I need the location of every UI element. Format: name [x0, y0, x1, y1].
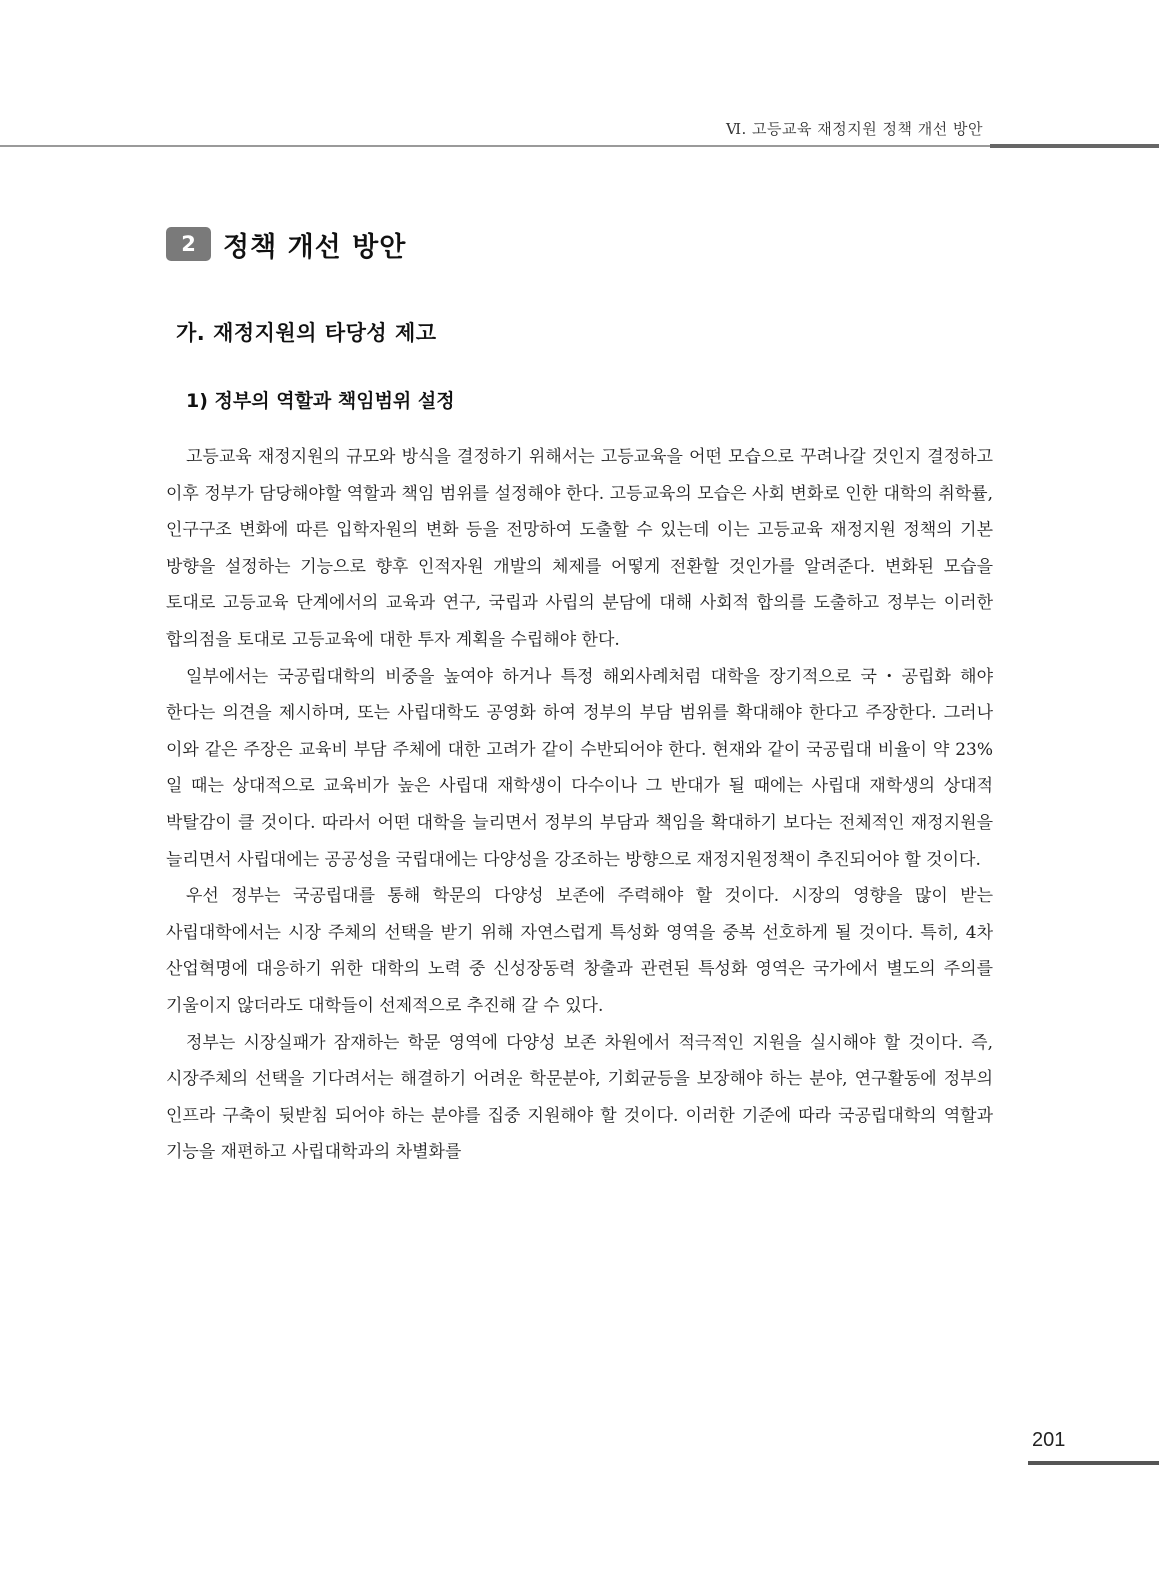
section-title: 정책 개선 방안 — [223, 231, 407, 263]
page-number: 201 — [1032, 1429, 1066, 1451]
running-header: Ⅵ. 고등교육 재정지원 정책 개선 방안 — [725, 120, 983, 138]
paragraph: 정부는 시장실패가 잠재하는 학문 영역에 다양성 보존 차원에서 적극적인 지원을 실시해야 할 것이다. 즉, 시장주체의 선택을 기다려서는 해결하기 어려운 학문분야, 기회균등을 보장해야 하는 분야, 연구활동에 정부의 인프라 구축이 뒷받침 되어야 하는 분야를 집중 지원해야 할 것이다. 이러한 기준에 따라 국공립대학의 역할과 기능을 재편하고 사립대학과의 차별화를 — [166, 1032, 993, 1163]
header-rule-accent — [990, 144, 1159, 148]
header-rule — [0, 145, 990, 147]
body-text — [166, 439, 993, 1171]
subsection-title: 가. 재정지원의 타당성 제고 — [176, 321, 437, 345]
paragraph: 고등교육 재정지원의 규모와 방식을 결정하기 위해서는 고등교육을 어떤 모습으로 꾸려나갈 것인지 결정하고 이후 정부가 담당해야할 역할과 책임 범위를 설정해야 한다. 고등교육의 모습은 사회 변화로 인한 대학의 취학률, 인구구조 변화에 따른 입학자원의 변화 등을 전망하여 도출할 수 있는데 이는 고등교육 재정지원 정책의 기본 방향을 설정하는 기능으로 향후 인적자원 개발의 체제를 어떻게 전환할 것인가를 알려준다. 변화된 모습을 토대로 고등교육 단계에서의 교육과 연구, 국립과 사립의 분담에 대해 사회적 합의를 도출하고 정부는 이러한 합의점을 토대로 고등교육에 대한 투자 계획을 수립해야 한다. — [166, 447, 993, 650]
paragraph: 일부에서는 국공립대학의 비중을 높여야 하거나 특정 해외사례처럼 대학을 장기적으로 국・공립화 해야 한다는 의견을 제시하며, 또는 사립대학도 공영화 하여 정부의 부담 범위를 확대해야 한다고 주장한다. 그러나 이와 같은 주장은 교육비 부담 주체에 대한 고려가 같이 수반되어야 한다. 현재와 같이 국공립대 비율이 약 23%일 때는 상대적으로 교육비가 높은 사립대 재학생이 다수이나 그 반대가 될 때에는 사립대 재학생의 상대적 박탈감이 클 것이다. 따라서 어떤 대학을 늘리면서 정부의 부담과 책임을 확대하기 보다는 전체적인 재정지원을 늘리면서 사립대에는 공공성을 국립대에는 다양성을 강조하는 방향으로 재정지원정책이 추진되어야 할 것이다. — [166, 666, 993, 870]
section-heading — [166, 224, 406, 264]
section-number-badge: 2 — [166, 227, 211, 261]
subsubsection-title: 1) 정부의 역할과 책임범위 설정 — [186, 390, 455, 412]
paragraph: 우선 정부는 국공립대를 통해 학문의 다양성 보존에 주력해야 할 것이다. 시장의 영향을 많이 받는 사립대학에서는 시장 주체의 선택을 받기 위해 자연스럽게 특성화 영역을 중복 선호하게 될 것이다. 특히, 4차 산업혁명에 대응하기 위한 대학의 노력 중 신성장동력 창출과 관련된 특성화 영역은 국가에서 별도의 주의를 기울이지 않더라도 대학들이 선제적으로 추진해 갈 수 있다. — [166, 886, 993, 1016]
footer-rule — [1028, 1461, 1159, 1465]
